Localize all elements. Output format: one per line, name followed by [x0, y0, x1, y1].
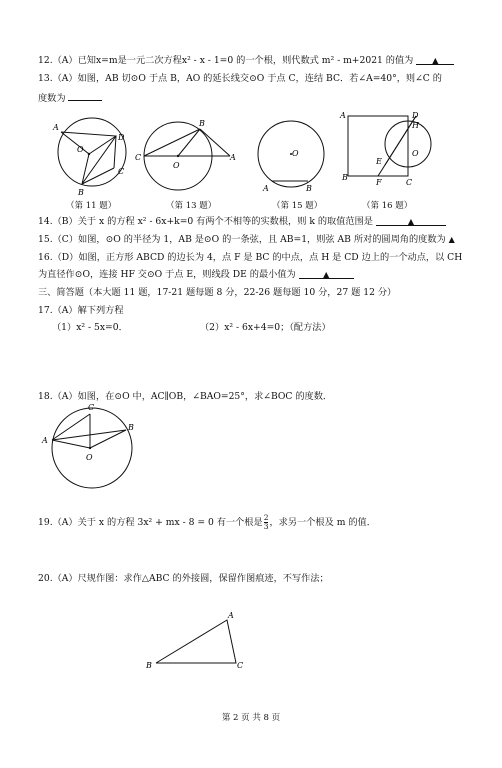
- question-13-line1: 13.（A）如图，AB 切⊙O 于点 B，AO 的延长线交⊙O 于点 C，连结 BC．若∠A=40°，则∠C 的: [38, 73, 442, 84]
- answer-marker: ▲: [448, 235, 455, 244]
- label-O: O: [173, 161, 180, 170]
- label-A: A: [263, 184, 269, 193]
- question-12-text: 12.（A）已知x=m是一元二次方程x² - x - 1=0 的一个根，则代数式 m² - m+2021 的值为: [38, 55, 414, 66]
- caption-figure-16: （第 16 题）: [362, 201, 413, 211]
- label-C: C: [135, 153, 142, 162]
- label-C: C: [118, 167, 125, 176]
- answer-blank: [299, 269, 354, 279]
- answer-marker: ▲: [323, 270, 330, 279]
- label-A: A: [53, 123, 59, 132]
- question-18: 18.（A）如图，在⊙O 中，AC∥OB，∠BAO=25°，求∠BOC 的度数．: [38, 391, 333, 402]
- question-15: [38, 234, 455, 246]
- denominator: 3: [263, 522, 269, 531]
- question-19-post: ，求另一个根及 m 的值．: [269, 517, 376, 528]
- label-C: C: [237, 661, 244, 670]
- caption-figure-13: （第 13 题）: [166, 201, 217, 211]
- label-B: B: [128, 423, 134, 432]
- label-O: O: [292, 149, 299, 158]
- question-17-part1: （1）x² - 5x=0．: [52, 322, 128, 333]
- label-A: A: [230, 153, 236, 162]
- label-B: B: [306, 184, 312, 193]
- answer-blank: [416, 55, 454, 65]
- question-13-text: 度数为: [38, 93, 66, 104]
- label-B: B: [78, 188, 84, 197]
- label-B: B: [199, 119, 205, 128]
- answer-blank: [68, 91, 102, 101]
- numerator: 2: [263, 513, 269, 522]
- answer-marker: ▲: [407, 217, 414, 226]
- label-E: E: [376, 157, 382, 166]
- label-D: D: [118, 133, 125, 142]
- label-O: O: [77, 145, 84, 154]
- label-B: B: [342, 173, 348, 182]
- label-F: F: [376, 178, 382, 187]
- label-A: A: [42, 436, 48, 445]
- question-17-part2: （2）x² - 6x+4=0；（配方法）: [200, 322, 331, 333]
- figure-20: [144, 608, 254, 678]
- question-19-pre: 19.（A）关于 x 的方程 3x² + mx - 8 = 0 有一个根是: [38, 517, 263, 528]
- question-16-line2: [38, 269, 354, 281]
- label-C: C: [88, 403, 95, 412]
- question-16-text: 为直径作⊙O，连接 HF 交⊙O 于点 E，则线段 DE 的最小值为: [38, 269, 296, 280]
- question-13-line2: [38, 91, 102, 105]
- label-D: D: [412, 111, 419, 120]
- question-15-text: 15.（C）如图，⊙O 的半径为 1，AB 是⊙O 的一条弦，且 AB=1，则弦 AB 所对的圆周角的度数为: [38, 234, 446, 245]
- answer-blank: [376, 216, 446, 226]
- figure-11: [52, 116, 142, 196]
- question-20: 20.（A）尺规作图：求作△ABC 的外接圆，保留作图痕迹，不写作法；: [38, 573, 329, 584]
- label-A: A: [340, 111, 346, 120]
- question-14: [38, 216, 446, 228]
- figure-15: [252, 116, 342, 196]
- label-H: H: [412, 121, 419, 130]
- question-16-line1: 16.（D）如图，正方形 ABCD 的边长为 4，点 F 是 BC 的中点，点 H 是 CD 边上的一个动点，以 CH: [38, 252, 463, 263]
- figure-16: [340, 108, 440, 188]
- caption-figure-11: （第 11 题）: [66, 201, 117, 211]
- question-19: [38, 514, 376, 531]
- section-heading: 三、简答题（本大题 11 题，17-21 题每题 8 分，22-26 题每题 10 分，27 题 12 分）: [38, 287, 397, 298]
- answer-marker: ▲: [432, 56, 439, 65]
- label-C: C: [406, 178, 413, 187]
- question-17-title: 17.（A）解下列方程: [38, 305, 124, 316]
- figure-13: [130, 116, 240, 196]
- question-12: [38, 55, 454, 67]
- label-B: B: [146, 661, 152, 670]
- label-O: O: [86, 453, 93, 462]
- figure-18: [40, 400, 140, 490]
- label-A: A: [228, 611, 234, 620]
- caption-figure-15: （第 15 题）: [272, 201, 323, 211]
- fraction: [264, 514, 269, 531]
- question-14-text: 14.（B）关于 x 的方程 x² - 6x+k=0 有两个不相等的实数根，则 k 的取值范围是: [38, 216, 373, 227]
- page-footer: 第 2 页 共 8 页: [221, 713, 281, 723]
- label-O: O: [412, 149, 419, 158]
